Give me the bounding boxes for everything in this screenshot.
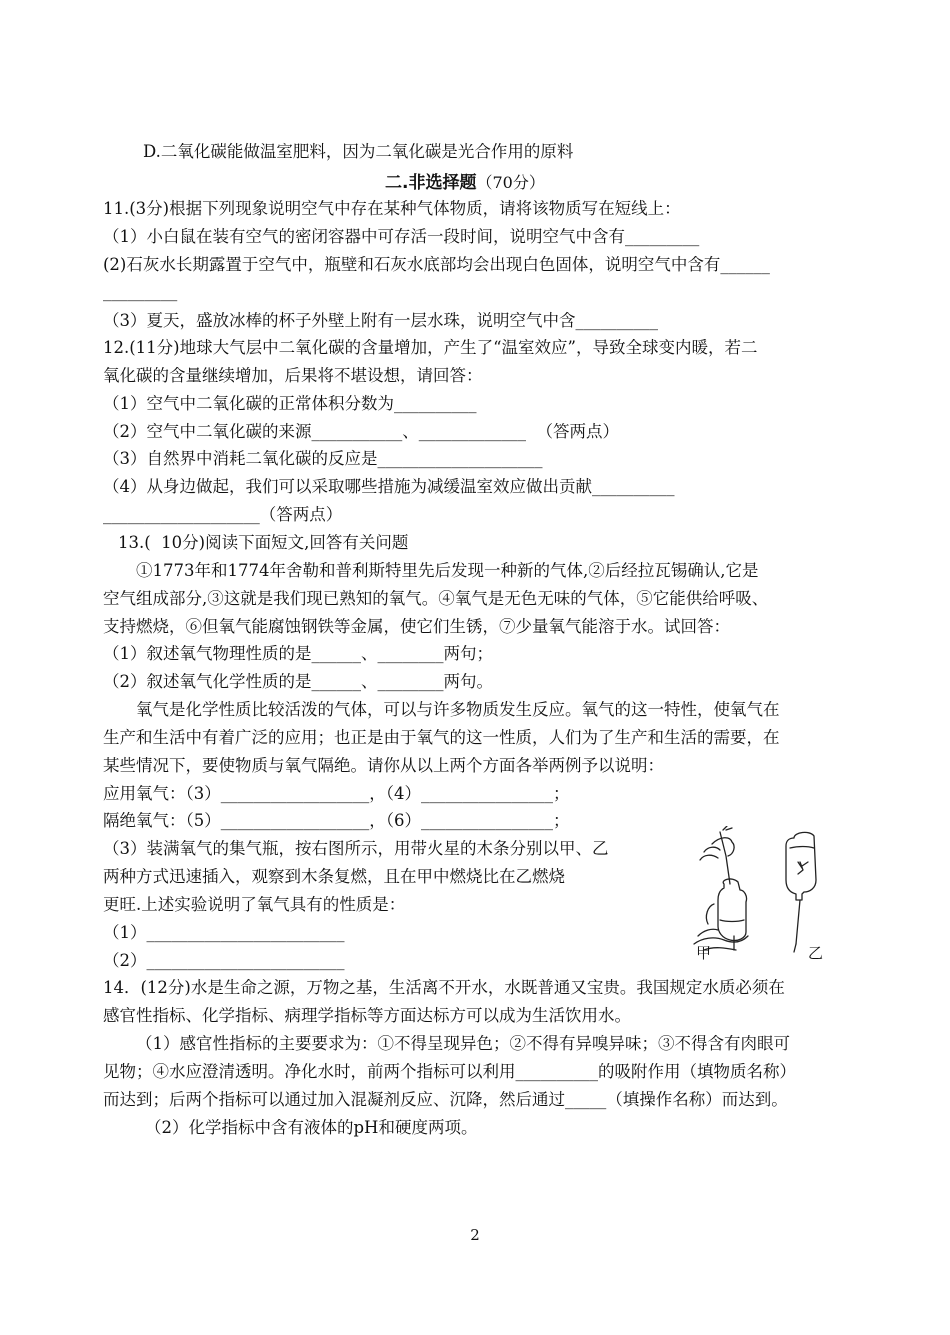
text-line: （1）小白鼠在装有空气的密闭容器中可存活一段时间，说明空气中含有_________ xyxy=(103,227,700,246)
text-line: 应用氧气：（3）__________________，（4）________________； xyxy=(103,784,570,803)
text-line: （2）空气中二氧化碳的来源___________、_____________ （答两点） xyxy=(103,422,619,441)
text-line: （1）感官性指标的主要要求为：①不得呈现异色；②不得有异嗅异味；③不得含有肉眼可 xyxy=(136,1034,790,1053)
text-line: 更旺.上述实验说明了氧气具有的性质是： xyxy=(103,895,406,914)
question-11-header: 11.(3分)根据下列现象说明空气中存在某种气体物质，请将该物质写在短线上： xyxy=(103,199,681,218)
text-line: 隔绝氧气：（5）__________________，（6）________________； xyxy=(103,811,570,830)
text-line: 见物；④水应澄清透明。净化水时，前两个指标可以利用__________的吸附作用（填物质名称） xyxy=(103,1062,796,1081)
passage-line: ①1773年和1774年舍勒和普利斯特里先后发现一种新的气体,②后经拉瓦锡确认,它是 xyxy=(136,561,759,580)
text-line: 某些情况下，要使物质与氧气隔绝。请你从以上两个方面各举两例予以说明： xyxy=(103,756,664,775)
text-line: （1）叙述氧气物理性质的是______、________两句； xyxy=(103,644,493,663)
text-line: （3）装满氧气的集气瓶，按右图所示，用带火星的木条分别以甲、乙 xyxy=(103,839,609,858)
question-12-header: 12.(11分)地球大气层中二氧化碳的含量增加，产生了“温室效应”，导致全球变内暖，若二 xyxy=(103,338,758,357)
text-line: ___________________（答两点） xyxy=(103,505,343,524)
figure-label-yi: 乙 xyxy=(808,944,824,962)
text-line: (2)石灰水长期露置于空气中，瓶壁和石灰水底部均会出现白色固体，说明空气中含有______ xyxy=(103,255,770,274)
text-line: （4）从身边做起，我们可以采取哪些措施为减缓温室效应做出贡献__________ xyxy=(103,477,675,496)
oxygen-experiment-figure xyxy=(690,826,840,966)
section-title xyxy=(385,172,545,194)
answer-blank-line: _________ xyxy=(103,282,178,301)
text-line: 生产和生活中有着广泛的应用；也正是由于氧气的这一性质，人们为了生产和生活的需要，在 xyxy=(103,728,780,747)
question-13-header: 13.( 10分)阅读下面短文,回答有关问题 xyxy=(118,533,409,552)
text-line: 氧气是化学性质比较活泼的气体，可以与许多物质发生反应。氧气的这一特性，使氧气在 xyxy=(136,700,780,719)
text-line: 两种方式迅速插入，观察到木条复燃，且在甲中燃烧比在乙燃烧 xyxy=(103,867,565,886)
text-line: （2）化学指标中含有液体的pH和硬度两项。 xyxy=(145,1118,478,1137)
figure-label-jia: 甲 xyxy=(696,944,712,962)
text-line: （3）自然界中消耗二氧化碳的反应是____________________ xyxy=(103,449,543,468)
answer-line: （1）________________________ xyxy=(103,923,345,942)
text-line: 而达到；后两个指标可以通过加入混凝剂反应、沉降，然后通过_____（填操作名称）而达到。 xyxy=(103,1090,788,1109)
passage-line: 空气组成部分,③这就是我们现已熟知的氧气。④氧气是无色无味的气体，⑤它能供给呼吸、 xyxy=(103,589,769,608)
answer-line: （2）________________________ xyxy=(103,951,345,970)
text-line: （3）夏天，盛放冰棒的杯子外壁上附有一层水珠，说明空气中含__________ xyxy=(103,311,658,330)
page-number: 2 xyxy=(470,1226,480,1244)
text-line: 感官性指标、化学指标、病理学指标等方面达标方可以成为生活饮用水。 xyxy=(103,1006,631,1025)
text-line: （2）叙述氧气化学性质的是______、________两句。 xyxy=(103,672,493,691)
text-line: D.二氧化碳能做温室肥料，因为二氧化碳是光合作用的原料 xyxy=(143,142,574,161)
section-title-text: 二.非选择题 xyxy=(385,173,477,193)
question-14-header: 14．(12分)水是生命之源，万物之基，生活离不开水，水既普通又宝贵。我国规定水质必须在 xyxy=(103,978,785,997)
text-line: （1）空气中二氧化碳的正常体积分数为__________ xyxy=(103,394,477,413)
passage-line: 支持燃烧，⑥但氧气能腐蚀钢铁等金属，使它们生锈，⑦少量氧气能溶于水。试回答： xyxy=(103,617,730,636)
text-line: 氧化碳的含量继续增加，后果将不堪设想，请回答： xyxy=(103,366,483,385)
section-score: （70分） xyxy=(476,173,545,192)
